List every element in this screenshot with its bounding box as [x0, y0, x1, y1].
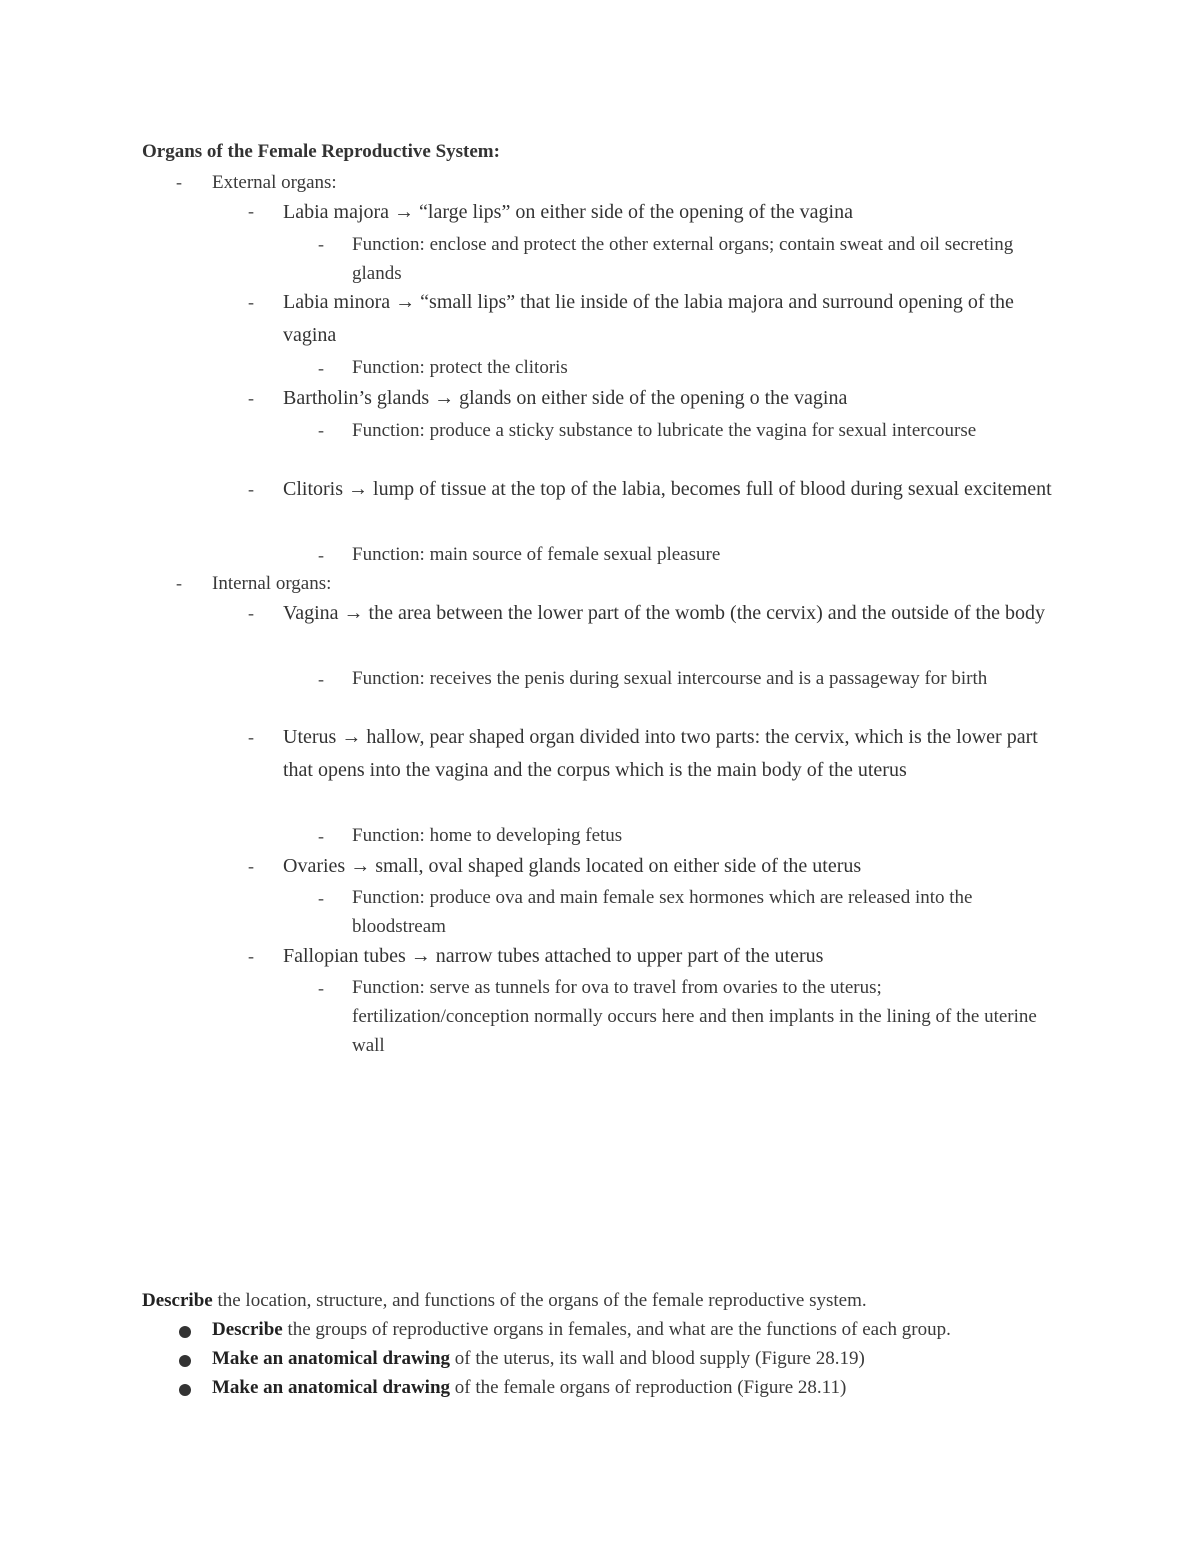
- function-fallopian-tubes: Function: serve as tunnels for ova to travel from ovaries to the uterus; fertilization/conception normally occurs here and then implants in the lining of the uterine wall: [352, 977, 1037, 1056]
- page-title: Organs of the Female Reproductive System:: [142, 141, 500, 162]
- list-dash: -: [248, 727, 254, 747]
- objective-text: [142, 1290, 867, 1312]
- list-item-vagina: Vagina → the area between the lower part of the womb (the cervix) and the outside of the body: [283, 602, 1045, 624]
- bullet-icon: [179, 1326, 191, 1338]
- external-organs-heading: External organs:: [212, 172, 337, 193]
- task-rest: of the female organs of reproduction (Figure 28.11): [450, 1377, 847, 1398]
- task-bold: Describe: [212, 1319, 283, 1340]
- list-dash: -: [318, 978, 324, 998]
- task-item: [212, 1319, 951, 1341]
- list-dash: -: [318, 234, 324, 254]
- internal-organs-heading: Internal organs:: [212, 573, 332, 594]
- objective-rest: the location, structure, and functions of the organs of the female reproductive system.: [212, 1290, 867, 1311]
- list-dash: -: [318, 826, 324, 846]
- function-labia-minora: Function: protect the clitoris: [352, 357, 568, 378]
- function-bartholins-glands: Function: produce a sticky substance to lubricate the vagina for sexual intercourse: [352, 420, 977, 441]
- list-item-fallopian-tubes: Fallopian tubes → narrow tubes attached to upper part of the uterus: [283, 945, 824, 967]
- list-dash: -: [176, 573, 182, 593]
- list-dash: -: [318, 358, 324, 378]
- list-dash: -: [248, 603, 254, 623]
- task-bold: Make an anatomical drawing: [212, 1377, 451, 1398]
- list-dash: -: [318, 669, 324, 689]
- bullet-icon: [179, 1355, 191, 1367]
- task-rest: of the uterus, its wall and blood supply (Figure 28.19): [450, 1348, 865, 1369]
- task-bold: Make an anatomical drawing: [212, 1348, 451, 1369]
- list-dash: -: [248, 388, 254, 408]
- list-dash: -: [248, 946, 254, 966]
- list-dash: -: [248, 479, 254, 499]
- list-dash: -: [318, 545, 324, 565]
- function-uterus: Function: home to developing fetus: [352, 825, 623, 846]
- list-item-bartholins-glands: Bartholin’s glands → glands on either side of the opening o the vagina: [283, 387, 848, 409]
- list-item-uterus: Uterus → hallow, pear shaped organ divided into two parts: the cervix, which is the lower part that opens into the vagina and the corpus which is the main body of the uterus: [283, 726, 1038, 781]
- task-item: [212, 1377, 846, 1399]
- objective-bold: Describe: [142, 1290, 213, 1311]
- function-ovaries: Function: produce ova and main female sex hormones which are released into the bloodstream: [352, 887, 973, 937]
- function-labia-majora: Function: enclose and protect the other external organs; contain sweat and oil secreting glands: [352, 234, 1014, 284]
- task-item: [212, 1348, 865, 1370]
- list-dash: -: [176, 172, 182, 192]
- function-clitoris: Function: main source of female sexual pleasure: [352, 544, 721, 565]
- task-rest: the groups of reproductive organs in females, and what are the functions of each group.: [282, 1319, 951, 1340]
- list-item-labia-minora: Labia minora → “small lips” that lie inside of the labia majora and surround opening of the vagina: [283, 291, 1014, 346]
- list-dash: -: [318, 888, 324, 908]
- list-dash: -: [248, 292, 254, 312]
- list-item-labia-majora: Labia majora → “large lips” on either side of the opening of the vagina: [283, 201, 853, 223]
- bullet-icon: [179, 1384, 191, 1396]
- list-item-ovaries: Ovaries → small, oval shaped glands located on either side of the uterus: [283, 855, 862, 877]
- function-vagina: Function: receives the penis during sexual intercourse and is a passageway for birth: [352, 668, 988, 689]
- list-item-clitoris: Clitoris → lump of tissue at the top of the labia, becomes full of blood during sexual excitement: [283, 478, 1052, 500]
- list-dash: -: [248, 201, 254, 221]
- list-dash: -: [318, 420, 324, 440]
- list-dash: -: [248, 856, 254, 876]
